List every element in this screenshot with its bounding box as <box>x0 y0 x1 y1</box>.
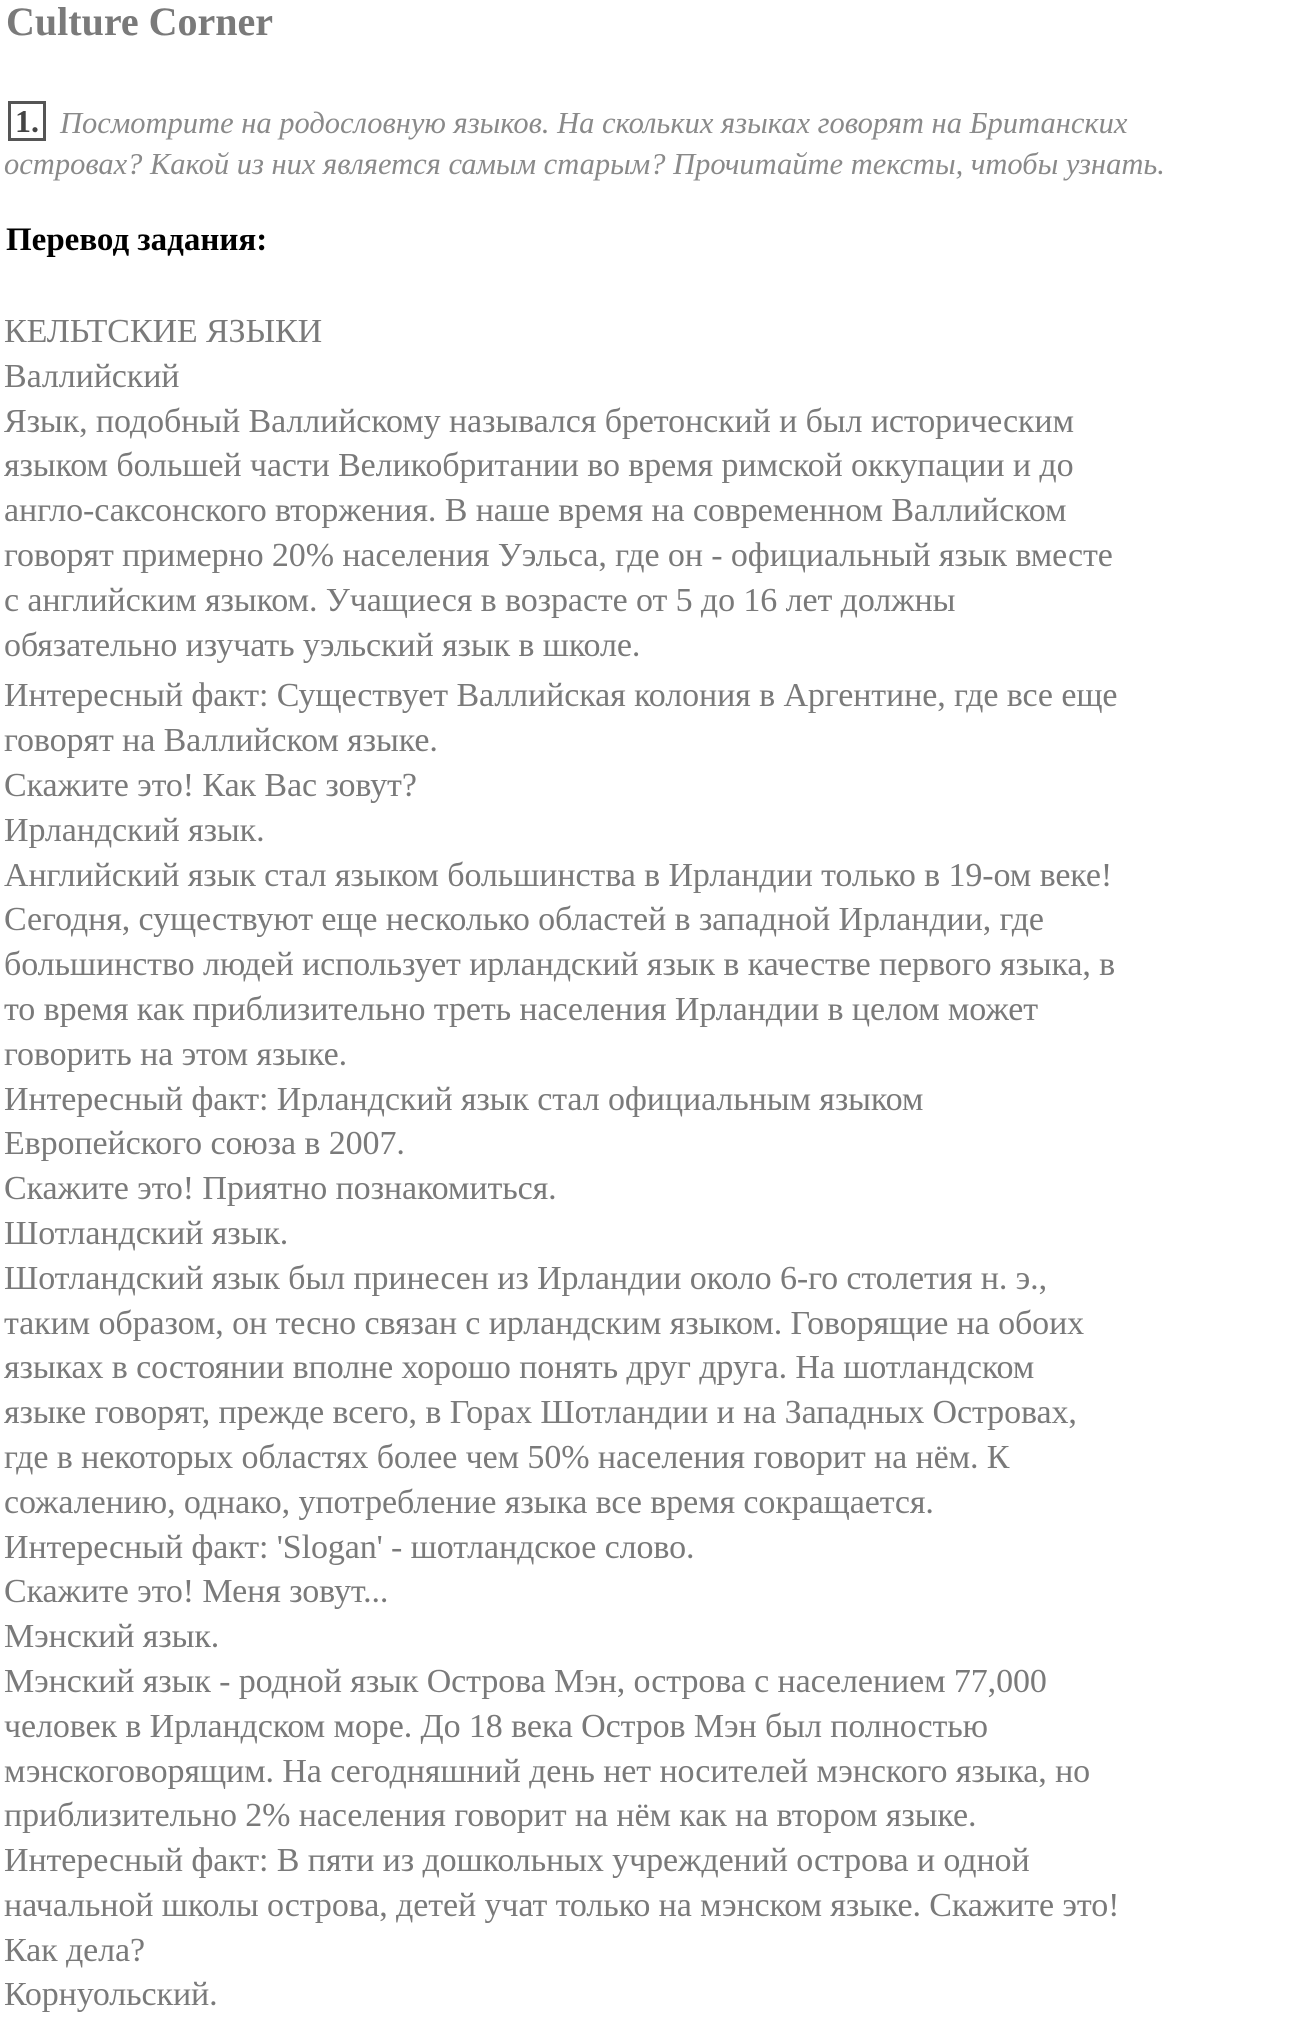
text-line: Интересный факт: Существует Валлийская колония в Аргентине, где все еще <box>4 677 1118 715</box>
text-line: Скажите это! Приятно познакомиться. <box>4 1170 557 1208</box>
text-line: с английским языком. Учащиеся в возрасте от 5 до 16 лет должны <box>4 581 956 619</box>
text-line: мэнскоговорящим. На сегодняшний день нет носителей мэнского языка, но <box>4 1752 1091 1790</box>
text-line: Ирландский язык. <box>4 811 265 849</box>
text-line: Интересный факт: 'Slogan' - шотландское слово. <box>4 1528 695 1566</box>
text-line: Скажите это! Как Вас зовут? <box>4 766 417 804</box>
text-line: сожалению, однако, употребление языка все время сокращается. <box>4 1483 934 1521</box>
text-line: человек в Ирландском море. До 18 века Остров Мэн был полностью <box>4 1707 988 1745</box>
text-line: Как дела? <box>4 1931 145 1969</box>
text-line: языках в состоянии вполне хорошо понять друг друга. На шотландском <box>4 1349 1035 1387</box>
text-line: большинство людей использует ирландский язык в качестве первого языка, в <box>4 946 1116 984</box>
text-line: Валлийский <box>4 357 180 395</box>
text-line: Интересный факт: Ирландский язык стал официальным языком <box>4 1080 924 1118</box>
translation-title: Перевод задания: <box>6 222 268 258</box>
text-line: Сегодня, существуют еще несколько областей в западной Ирландии, где <box>4 901 1044 939</box>
text-line: где в некоторых областях более чем 50% населения говорит на нём. К <box>4 1438 1010 1476</box>
text-line: Европейского союза в 2007. <box>4 1125 405 1163</box>
text-line: Мэнский язык. <box>4 1618 220 1656</box>
text-line: то время как приблизительно треть населения Ирландии в целом может <box>4 990 1039 1028</box>
text-line: обязательно изучать уэльский язык в школе. <box>4 626 641 664</box>
text-line: языком большей части Великобритании во время римской оккупации и до <box>4 447 1074 485</box>
text-line: говорят примерно 20% населения Уэльса, где он - официальный язык вместе <box>4 536 1113 574</box>
text-line: Интересный факт: В пяти из дошкольных учреждений острова и одной <box>4 1842 1030 1880</box>
text-line: приблизительно 2% населения говорит на нём как на втором языке. <box>4 1797 977 1835</box>
text-line: говорят на Валлийском языке. <box>4 722 438 760</box>
task-text-line-1: Посмотрите на родословную языков. На скольких языках говорят на Британских <box>60 106 1128 140</box>
section-heading: Culture Corner <box>6 0 273 44</box>
text-line: Шотландский язык был принесен из Ирландии около 6-го столетия н. э., <box>4 1259 1047 1297</box>
text-line: начальной школы острова, детей учат только на мэнском языке. Скажите это! <box>4 1886 1120 1924</box>
text-line: Корнуольский. <box>4 1976 218 2014</box>
text-line: Английский язык стал языком большинства в Ирландии только в 19-ом веке! <box>4 856 1113 894</box>
text-line: говорить на этом языке. <box>4 1035 348 1073</box>
text-line: Шотландский язык. <box>4 1214 289 1252</box>
translation-text <box>4 310 1296 2018</box>
text-line: Язык, подобный Валлийскому назывался бретонский и был историческим <box>4 402 1074 440</box>
text-line: англо-саксонского вторжения. В наше время на современном Валлийском <box>4 492 1067 530</box>
task-text-line-2: островах? Какой из них является самым старым? Прочитайте тексты, чтобы узнать. <box>4 147 1165 181</box>
text-line: Мэнский язык - родной язык Острова Мэн, острова с населением 77,000 <box>4 1662 1047 1700</box>
task-instruction <box>4 101 1294 185</box>
text-line: КЕЛЬТСКИЕ ЯЗЫКИ <box>4 313 323 350</box>
text-line: таким образом, он тесно связан с ирландским языком. Говорящие на обоих <box>4 1304 1085 1342</box>
task-number-badge: 1. <box>8 101 46 141</box>
text-line: языке говорят, прежде всего, в Горах Шотландии и на Западных Островах, <box>4 1394 1077 1432</box>
text-line: Скажите это! Меня зовут... <box>4 1573 389 1611</box>
